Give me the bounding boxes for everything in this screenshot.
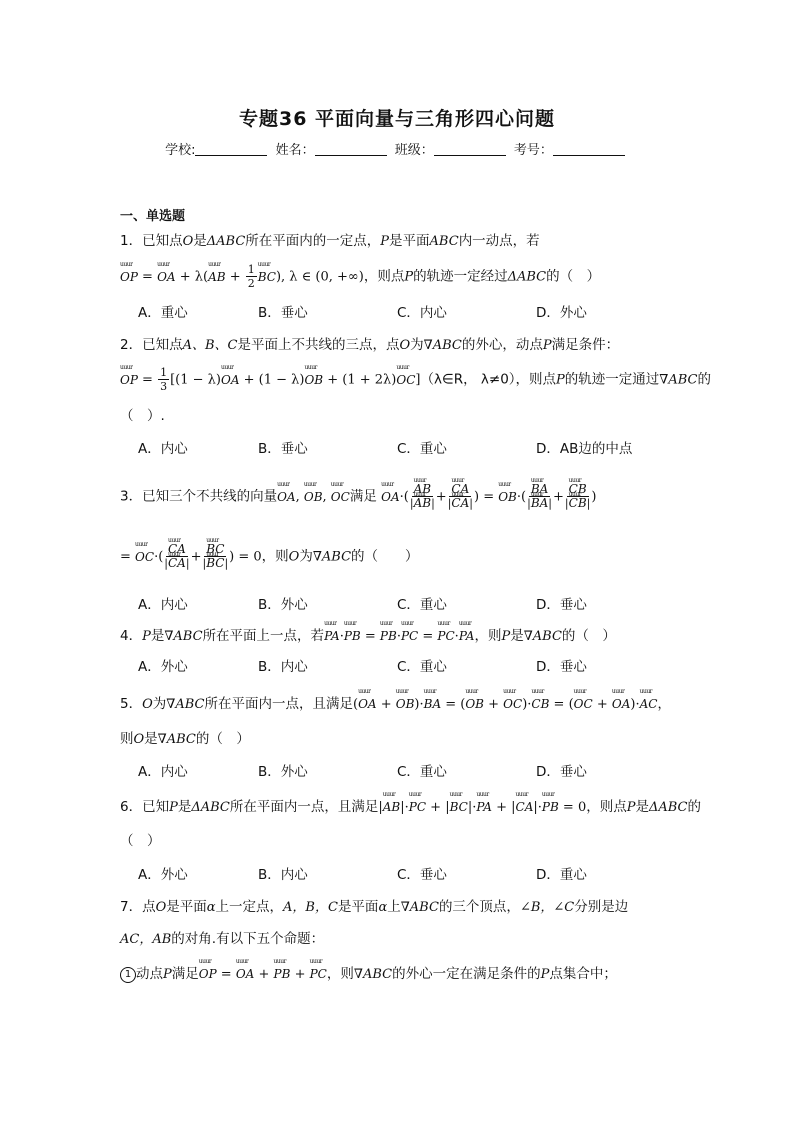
- q2-option-c[interactable]: C．重心: [397, 441, 447, 457]
- q4-option-c[interactable]: C．重心: [397, 659, 447, 675]
- q5-option-a[interactable]: A．内心: [138, 764, 188, 780]
- q1-option-d[interactable]: D．外心: [536, 305, 587, 321]
- q3-option-a[interactable]: A．内心: [138, 597, 188, 613]
- q4-option-d[interactable]: D．垂心: [536, 659, 587, 675]
- q3-formula-line: = uuur OC·( uuur $\frac{CA}{\text{|uuur CA|}}$ + uuur $\frac{BC}{\text{|uuur BC|}}$ ) = 0，则O为∇ABC的（ ）: [120, 543, 419, 570]
- q2-option-b[interactable]: B．垂心: [258, 441, 308, 457]
- q1-option-a[interactable]: A．重心: [138, 305, 188, 321]
- circled-number-icon: 1: [120, 967, 136, 983]
- q7-line2: AC，AB的对角.有以下五个命题：: [120, 931, 325, 947]
- q3-option-d[interactable]: D．垂心: [536, 597, 587, 613]
- page-title: 专题36 平面向量与三角形四心问题: [238, 108, 556, 130]
- q2-option-d[interactable]: D．AB边的中点: [536, 441, 633, 457]
- q5-option-d[interactable]: D．垂心: [536, 764, 587, 780]
- q1-option-c[interactable]: C．内心: [397, 305, 447, 321]
- q4-option-b[interactable]: B．内心: [258, 659, 308, 675]
- school-blank[interactable]: [195, 143, 267, 156]
- q5-line2: 则O是∇ABC的（ ）: [120, 731, 250, 747]
- q4-option-a[interactable]: A．外心: [138, 659, 188, 675]
- q6-option-a[interactable]: A．外心: [138, 867, 188, 883]
- q2-stem: 2．已知点A、B、C是平面上不共线的三点，点O为∇ABC的外心，动点P满足条件：: [120, 337, 620, 353]
- name-label: 姓名：: [275, 143, 315, 158]
- q6-option-c[interactable]: C．垂心: [397, 867, 447, 883]
- q1-formula-line: uuur OP = uuur OA + λ(uuur AB + $\frac{1}{2}$ uuur BC), λ ∈ (0, +∞)，则点P的轨迹一定经过ΔABC的（ ）: [120, 263, 600, 290]
- school-label: 学校:: [165, 143, 196, 158]
- q7-stem: 7．点O是平面α上一定点，A，B，C是平面α上∇ABC的三个顶点，∠B，∠C分别是边: [120, 899, 629, 915]
- q5-option-b[interactable]: B．外心: [258, 764, 308, 780]
- class-blank[interactable]: [434, 143, 506, 156]
- student-info-line: [0, 139, 794, 158]
- section-heading: 一、单选题: [120, 209, 186, 224]
- q1-option-b[interactable]: B．垂心: [258, 305, 308, 321]
- q6-option-b[interactable]: B．内心: [258, 867, 308, 883]
- q2-option-a[interactable]: A．内心: [138, 441, 188, 457]
- q4-stem: 4．P是∇ABC所在平面上一点，若uuur PA·uuur PB = uuur PB·uuur PC = uuur PC·uuur PA，则P是∇ABC的（ ）: [120, 624, 616, 644]
- q1-stem: 1．已知点O是ΔABC所在平面内的一定点，P是平面ABC内一动点，若: [120, 233, 540, 249]
- exam-no-blank[interactable]: [553, 143, 625, 156]
- q3-stem: 3．已知三个不共线的向量uuur OA, uuur OB, uuur OC满足 uuur OA·( uuur $\frac{AB}{\text{|uuur AB|}}$ + uuur $\frac{CA}{\text{|uuur CA|}}$ ) = uuur OB·( uuur $\frac{BA}{\text{|uuur BA|}}$ + uuur $\frac{CB}{\text{|uuur CB|}}$ ): [120, 483, 596, 510]
- name-blank[interactable]: [315, 143, 387, 156]
- q6-option-d[interactable]: D．重心: [536, 867, 587, 883]
- q6-stem: 6．已知P是ΔABC所在平面内一点，且满足|uuur AB|·uuur PC + |uuur BC|·uuur PA + |uuur CA|·uuur PB = 0，则点P是ΔABC的: [120, 795, 701, 815]
- q6-paren: （ ）: [120, 833, 161, 849]
- exam-no-label: 考号：: [513, 143, 553, 158]
- q5-stem: 5．O为∇ABC所在平面内一点，且满足(uuur OA + uuur OB)·uuur BA = (uuur OB + uuur OC)·uuur CB = (uuur OC + uuur OA)·uuur AC，: [120, 692, 670, 712]
- q3-option-c[interactable]: C．重心: [397, 597, 447, 613]
- q2-paren: （ ）.: [120, 408, 165, 424]
- q2-formula-line: uuur OP = $\frac{1}{3}$ [(1 − λ)uuur OA + (1 − λ)uuur OB + (1 + 2λ)uuur OC]（λ∈R， λ≠0），则点P的轨迹一定通过∇ABC的: [120, 366, 711, 393]
- class-label: 班级：: [394, 143, 434, 158]
- q5-option-c[interactable]: C．重心: [397, 764, 447, 780]
- q7-item1: 1 动点P满足uuur OP = uuur OA + uuur PB + uuur PC，则∇ABC的外心一定在满足条件的P点集合中；: [120, 962, 617, 983]
- q3-option-b[interactable]: B．外心: [258, 597, 308, 613]
